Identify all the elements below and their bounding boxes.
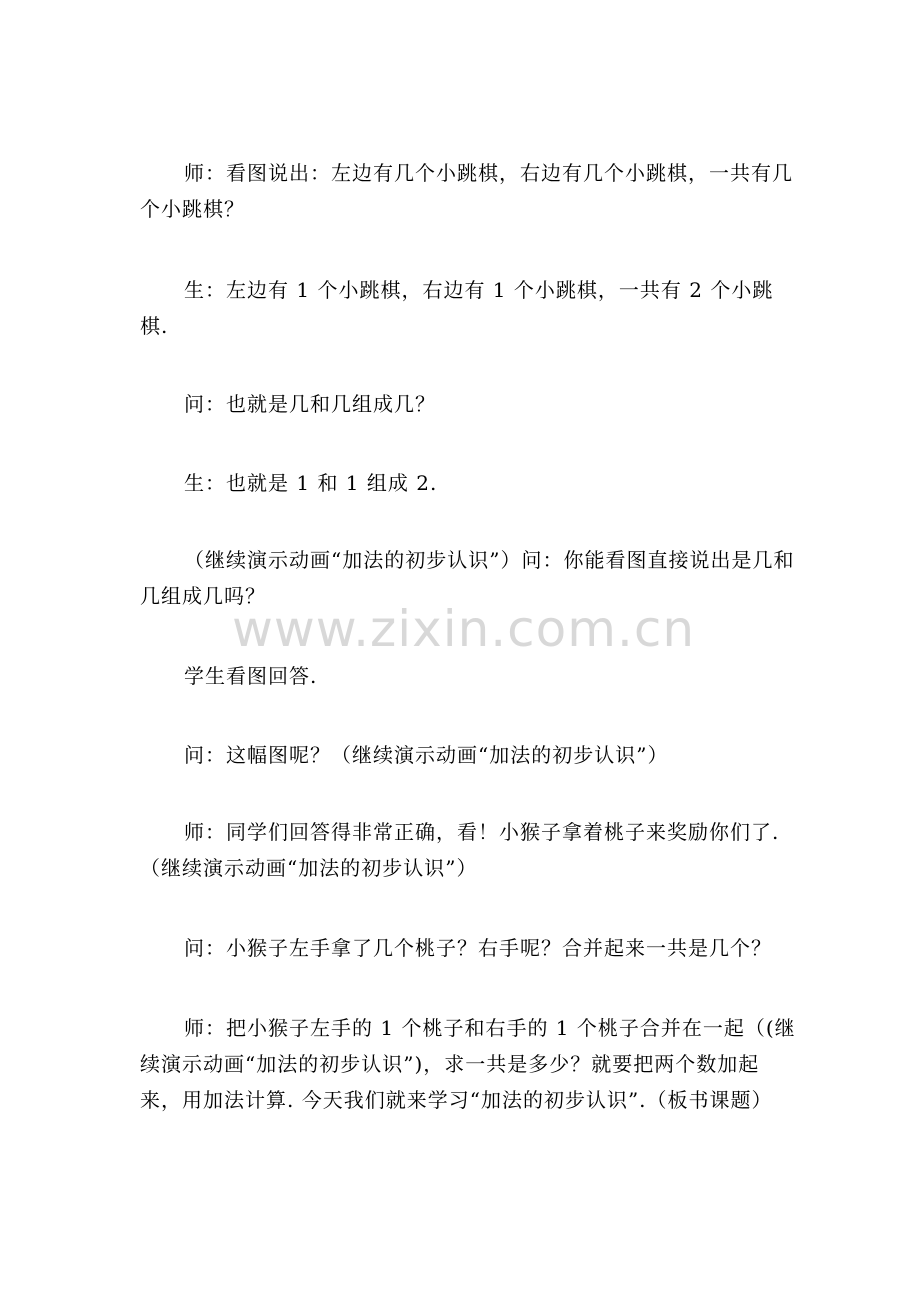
paragraph-2: 生：左边有 1 个小跳棋，右边有 1 个小跳棋，一共有 2 个小跳棋.: [140, 278, 774, 338]
paragraph-7: 问：这幅图呢？（继续演示动画“加法的初步认识”）: [184, 743, 669, 767]
paragraph-8: 师：同学们回答得非常正确，看！小猴子拿着桃子来奖励你们了.（继续演示动画“加法的初步认识”）: [140, 820, 780, 880]
watermark-text: www.zixin.com.cn: [232, 600, 696, 658]
paragraph-5: （继续演示动画“加法的初步认识”）问：你能看图直接说出是几和几组成几吗？: [140, 548, 795, 608]
paragraph-4: 生：也就是 1 和 1 组成 2.: [184, 471, 438, 495]
paragraph-6: 学生看图回答.: [184, 664, 318, 688]
paragraph-1: 师：看图说出：左边有几个小跳棋，右边有几个小跳棋，一共有几个小跳棋？: [140, 161, 793, 221]
paragraph-10: 师：把小猴子左手的 1 个桃子和右手的 1 个桃子合并在一起（(继续演示动画“加法的初步认识”)，求一共是多少？就要把两个数加起来，用加法计算. 今天我们就来学习“加法的初步认识”.（板书课题）: [140, 1016, 796, 1112]
paragraph-9: 问：小猴子左手拿了几个桃子？右手呢？合并起来一共是几个？: [184, 936, 772, 960]
paragraph-3: 问：也就是几和几组成几？: [184, 392, 436, 416]
